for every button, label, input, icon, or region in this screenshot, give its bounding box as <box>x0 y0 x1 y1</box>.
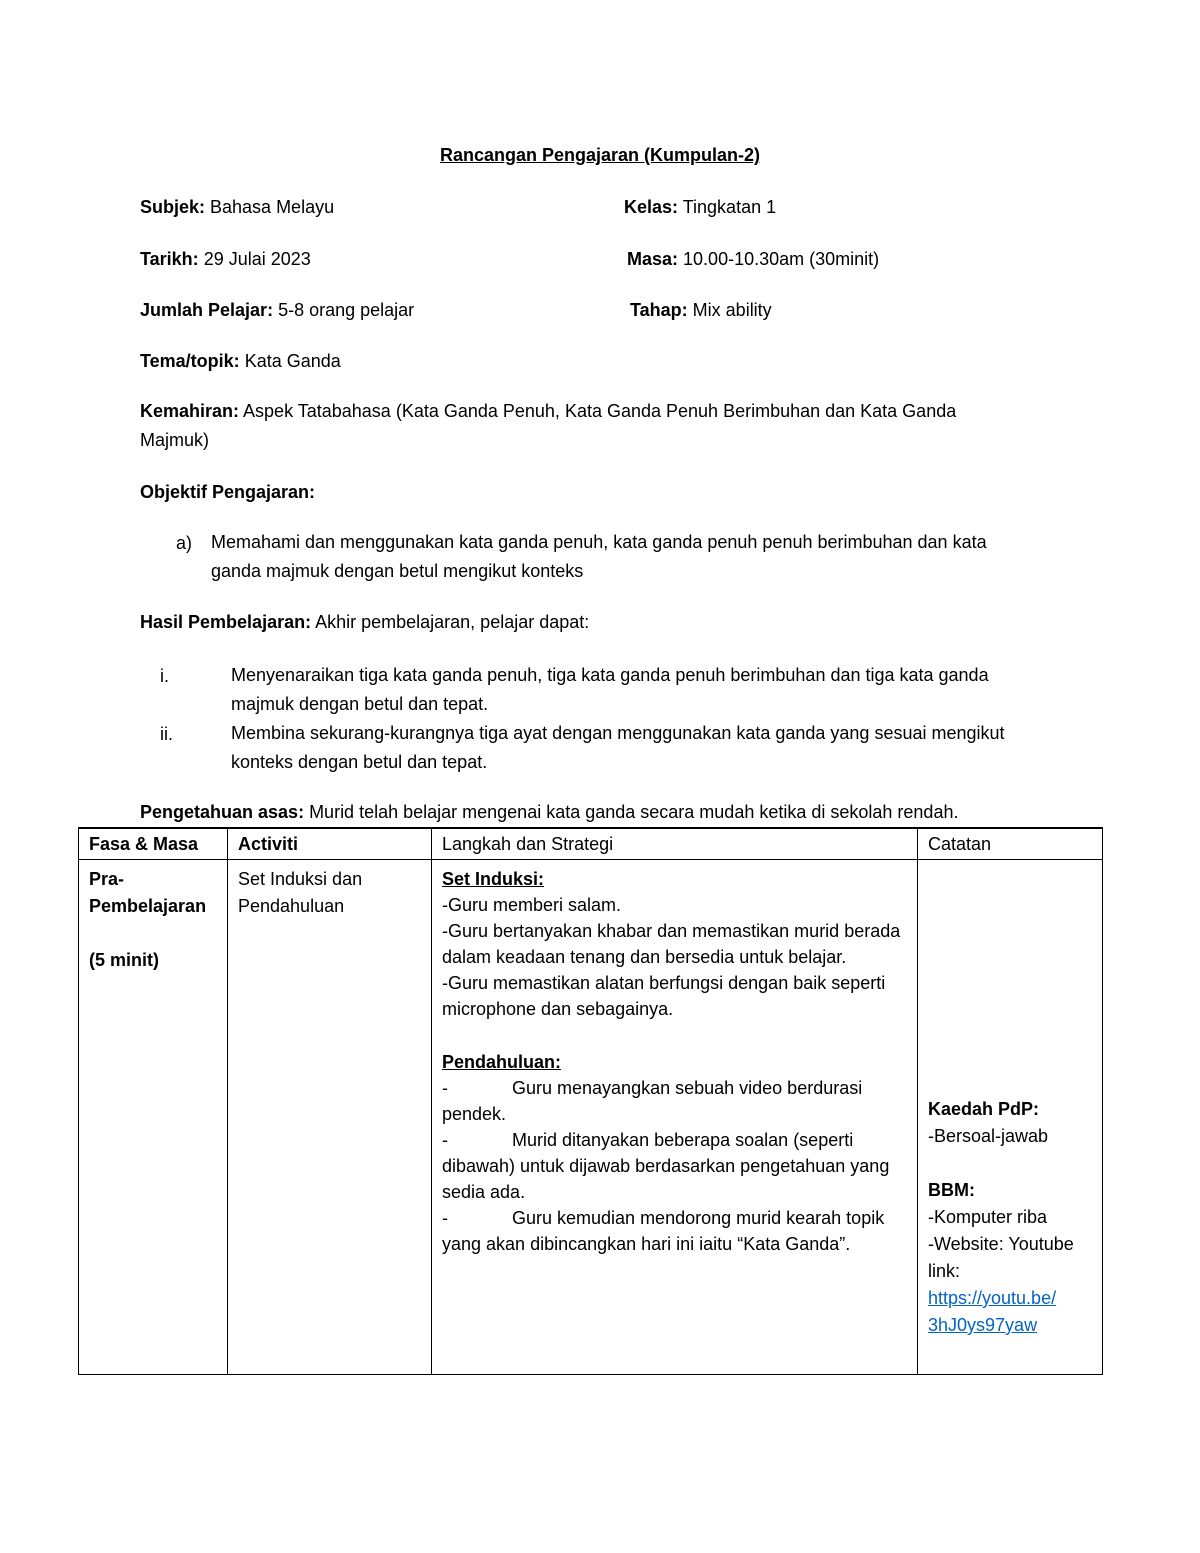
fasa-time: (5 minit) <box>89 950 159 970</box>
masa-value: 10.00-10.30am (30minit) <box>678 249 880 269</box>
lesson-plan-table <box>78 827 1103 1375</box>
pendahuluan-heading: Pendahuluan: <box>442 1052 562 1072</box>
header-fasa: Fasa & Masa <box>79 828 228 860</box>
induksi-item: -Guru bertanyakan khabar dan memastikan murid berada dalam keadaan tenang dan bersedia untuk belajar. <box>442 921 901 967</box>
header-catatan: Catatan <box>918 828 1103 860</box>
pengetahuan-label: Pengetahuan asas: <box>140 802 305 822</box>
tema-label: Tema/topik: <box>140 351 240 371</box>
induksi-item: -Guru memberi salam. <box>442 895 622 915</box>
tahap-label: Tahap: <box>630 300 688 320</box>
fasa-line-2: Pembelajaran <box>89 896 207 916</box>
jumlah-row <box>140 300 414 321</box>
hasil-marker-2: ii. <box>160 724 173 744</box>
hasil-intro: Akhir pembelajaran, pelajar dapat: <box>311 612 590 632</box>
subjek-value: Bahasa Melayu <box>205 197 335 217</box>
youtube-link[interactable]: https://youtu.be/ <box>928 1288 1057 1308</box>
aktiviti-cell: Set Induksi dan Pendahuluan <box>228 860 432 1375</box>
tarikh-row <box>140 249 311 270</box>
kelas-value: Tingkatan 1 <box>678 197 777 217</box>
bbm-item-1: -Komputer riba <box>928 1207 1048 1227</box>
table-header-row <box>79 828 1103 860</box>
tahap-value: Mix ability <box>687 300 772 320</box>
kelas-row <box>624 197 776 218</box>
induksi-heading: Set Induksi: <box>442 869 545 889</box>
kemahiran-label: Kemahiran: <box>140 401 240 421</box>
kemahiran-value: Aspek Tatabahasa (Kata Ganda Penuh, Kata Ganda Penuh Berimbuhan dan Kata Ganda Majmuk) <box>140 401 957 450</box>
subjek-label: Subjek: <box>140 197 206 217</box>
table-row <box>79 860 1103 1375</box>
youtube-link-cont[interactable]: 3hJ0ys97yaw <box>928 1315 1038 1335</box>
objektif-marker: a) <box>176 533 193 553</box>
tahap-row <box>630 300 772 321</box>
kemahiran-row <box>140 397 1020 455</box>
fasa-line-1: Pra- <box>89 869 125 889</box>
objektif-heading: Objektif Pengajaran: <box>140 482 316 502</box>
hasil-item-2: Membina sekurang-kurangnya tiga ayat dengan menggunakan kata ganda yang sesuai mengikut konteks dengan betul dan tepat. <box>231 723 1005 772</box>
pengetahuan-row <box>140 802 958 823</box>
hasil-label: Hasil Pembelajaran: <box>140 612 312 632</box>
langkah-cell <box>432 860 918 1375</box>
kelas-label: Kelas: <box>624 197 679 217</box>
tarikh-label: Tarikh: <box>140 249 199 269</box>
hasil-marker-1: i. <box>160 666 169 686</box>
tema-value: Kata Ganda <box>239 351 341 371</box>
pendahuluan-item: - Guru kemudian mendorong murid kearah topik yang akan dibincangkan hari ini iaitu “Kata Ganda”. <box>442 1208 885 1254</box>
header-langkah: Langkah dan Strategi <box>432 828 918 860</box>
fasa-cell <box>79 860 228 1375</box>
hasil-item-1: Menyenaraikan tiga kata ganda penuh, tiga kata ganda penuh berimbuhan dan tiga kata ganda majmuk dengan betul dan tepat. <box>231 665 989 714</box>
jumlah-label: Jumlah Pelajar: <box>140 300 274 320</box>
document-title: Rancangan Pengajaran (Kumpulan-2) <box>439 145 761 165</box>
pendahuluan-item: - Guru menayangkan sebuah video berdurasi pendek. <box>442 1078 863 1124</box>
hasil-row <box>140 612 589 633</box>
header-aktiviti: Activiti <box>228 828 432 860</box>
tarikh-value: 29 Julai 2023 <box>198 249 311 269</box>
pengetahuan-value: Murid telah belajar mengenai kata ganda secara mudah ketika di sekolah rendah. <box>304 802 959 822</box>
bbm-item-2: -Website: Youtube link: <box>928 1234 1074 1281</box>
pendahuluan-item: - Murid ditanyakan beberapa soalan (seperti dibawah) untuk dijawab berdasarkan pengetahuan yang sedia ada. <box>442 1130 890 1202</box>
masa-row <box>627 249 879 270</box>
tema-row <box>140 351 341 372</box>
kaedah-value: -Bersoal-jawab <box>928 1126 1049 1146</box>
masa-label: Masa: <box>627 249 679 269</box>
catatan-cell <box>918 860 1103 1375</box>
induksi-item: -Guru memastikan alatan berfungsi dengan baik seperti microphone dan sebagainya. <box>442 973 886 1019</box>
bbm-label: BBM: <box>928 1180 975 1200</box>
kaedah-label: Kaedah PdP: <box>928 1099 1040 1119</box>
objektif-text: Memahami dan menggunakan kata ganda penuh, kata ganda penuh penuh berimbuhan dan kata ganda majmuk dengan betul mengikut konteks <box>211 532 987 581</box>
jumlah-value: 5-8 orang pelajar <box>273 300 415 320</box>
subjek-row <box>140 197 334 218</box>
